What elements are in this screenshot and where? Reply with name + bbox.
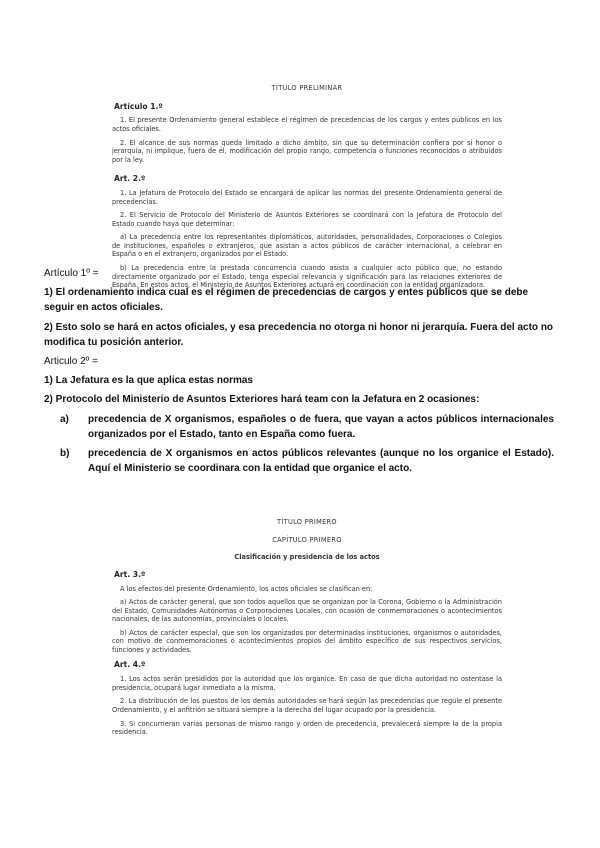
- article-heading: Artículo 1.º: [114, 101, 163, 111]
- article-paragraph: 2. El Servicio de Protocolo del Ministerio de Asuntos Exteriores se coordinará con la Jefatura de Protocolo del Estado cuando haya que determinar:: [112, 211, 502, 228]
- notes-subitem: [44, 412, 554, 442]
- article-paragraph: 2. El alcance de sus normas queda limitado a dicho ámbito, sin que su determinación confiera por sí honor o jerarquía, ni implique, fuera de él, modificación del propio rango, competencia o funciones reconocidos o atribuidos por la ley.: [112, 138, 502, 164]
- article-paragraph: 1. El presente Ordenamiento general establece el régimen de precedencias de los cargos y entes públicos en los actos oficiales.: [112, 116, 502, 133]
- scan-title: TÍTULO PRELIMINAR: [271, 84, 343, 92]
- article-paragraph: a) La precedencia entre los representantes diplomáticos, autoridades, personalidades, Corporaciones o Colegios de Instituciones, españoles o extranjeros, que asistan a actos públicos de carácter internacional, a celebrar en España o en el extranjero, organizados por el Estado.: [112, 233, 502, 259]
- article-paragraph: a) Actos de carácter general, que son todos aquellos que se organizan por la Corona, Gobierno o la Administración del Estado, Comunidades Autónomas o Corporaciones Locales, con ocasión de conmemoraciones o acontecimientos nacionales, de las autonomías, provinciales o locales.: [112, 598, 502, 624]
- article-heading: Art. 4.º: [114, 660, 146, 670]
- scanned-excerpt-preliminar: [112, 84, 502, 295]
- notes-subitem: [44, 446, 554, 476]
- article-paragraph: A los efectos del presente Ordenamiento, los actos oficiales se clasifican en:: [120, 584, 373, 593]
- notes-article-2-title: Articulo 2º =: [44, 355, 98, 367]
- article-paragraph: 1. La Jefatura de Protocolo del Estado se encargará de aplicar las normas del presente Ordenamiento general de precedencias.: [112, 189, 502, 206]
- subitem-text: precedencia de X organismos en actos públicos relevantes (aunque no los organice el Estado). Aquí el Ministerio se coordinara con la entidad que organice el acto.: [88, 447, 554, 475]
- notes-item: 1) El ordenamiento indica cual es el régimen de precedencias de cargos y entes públicos que se debe seguir en actos oficiales.: [44, 287, 529, 314]
- notes-item: 1) La Jefatura es la que aplica estas normas: [44, 375, 253, 387]
- article-heading: Art. 3.º: [114, 569, 146, 579]
- scan-title: TÍTULO PRIMERO: [277, 518, 337, 526]
- article-paragraph: 3. Si concurrieran varias personas de mismo rango y orden de precedencia, prevalecerá siempre la de la propia residencia.: [112, 719, 502, 737]
- subitem-text: precedencia de X organismos, españoles o de fuera, que vayan a actos públicos internacionales organizados por el Estado, tanto en España como fuera.: [88, 413, 554, 440]
- subitem-marker: b): [60, 447, 70, 459]
- notes-sublist: [44, 412, 554, 477]
- chapter-subtitle: Clasificación y presidencia de los actos: [234, 553, 380, 562]
- notes-article-1-title: Artículo 1º =: [44, 268, 99, 279]
- student-notes: [44, 266, 554, 480]
- article-paragraph: 1. Los actos serán presididos por la autoridad que los organice. En caso de que dicha autoridad no ostentase la presidencia, ocupará lugar inmediato a la misma.: [112, 675, 502, 692]
- subitem-marker: a): [60, 413, 69, 425]
- notes-item: 2) Protocolo del Ministerio de Asuntos Exteriores hará team con la Jefatura en 2 ocasiones:: [44, 394, 480, 406]
- article-paragraph: 2. La distribución de los puestos de los demás autoridades se hará según las precedencias que regule el presente Ordenamiento, y el anfitrión se situará siempre a la derecha del lugar ocupado por la presidencia.: [112, 697, 502, 715]
- chapter-title: CAPÍTULO PRIMERO: [272, 535, 342, 544]
- scanned-excerpt-primero: [112, 518, 502, 742]
- article-paragraph: b) Actos de carácter especial, que son los organizados por determinadas instituciones, organismos o autoridades, con motivo de conmemoraciones o acontecimientos propios del ámbito específico de sus respectivos servicios, funciones y actividades.: [112, 628, 502, 654]
- notes-item: 2) Esto solo se hará en actos oficiales, y esa precedencia no otorga ni honor ni jerarquía. Fuera del acto no modifica tu posición anterior.: [44, 321, 554, 348]
- article-heading: Art. 2.º: [114, 174, 146, 184]
- article-paragraph: b) La precedencia entre la prestada concurrencia cuando asista a cualquier acto público que, no estando directamente organizado por el Estado, tenga especial relevancia y significación para las relaciones exteriores de España. En estos actos, el Ministerio de Asuntos Exteriores actuará en coordinación con la entidad organizadora.: [112, 264, 502, 290]
